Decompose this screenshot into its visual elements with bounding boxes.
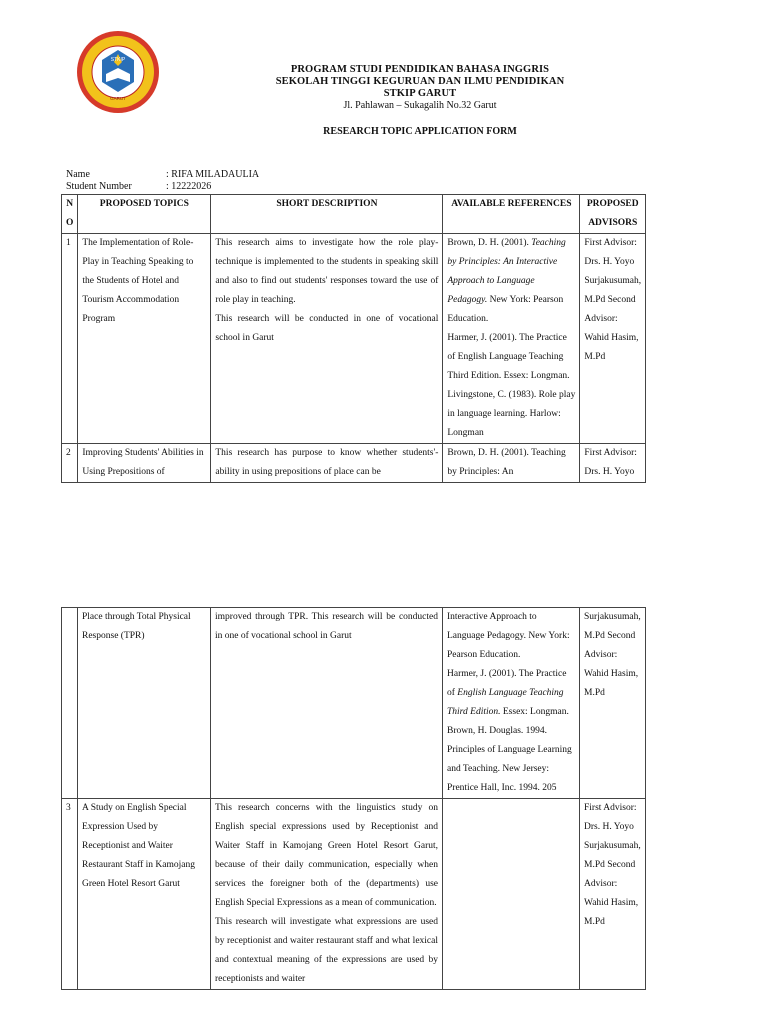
header-advisors: PROPOSED ADVISORS <box>580 195 646 234</box>
topic-cell: The Implementation of Role-Play in Teaching Speaking to the Students of Hotel and Tourism Accommodation Program <box>78 234 211 444</box>
topic-cell: Place through Total Physical Response (TPR) <box>78 608 211 799</box>
header-topics: PROPOSED TOPICS <box>78 195 211 234</box>
advisors-cell: Surjakusumah, M.Pd Second Advisor: Wahid Hasim, M.Pd <box>580 608 646 799</box>
advisors-cell: First Advisor: Drs. H. Yoyo Surjakusumah, M.Pd Second Advisor: Wahid Hasim, M.Pd <box>580 234 646 444</box>
program-name: PROGRAM STUDI PENDIDIKAN BAHASA INGGRIS <box>290 64 550 75</box>
description-cell: This research has purpose to know whether students'-ability in using prepositions of place can be <box>211 444 443 483</box>
header-description: SHORT DESCRIPTION <box>211 195 443 234</box>
reference-item: Brown, H. Douglas. 1994. Principles of Language Learning and Teaching. New Jersey: Prentice Hall, Inc. 1994. 205 <box>447 726 572 793</box>
reference-item: Livingstone, C. (1983). Role play in language learning. Harlow: Longman <box>447 390 576 438</box>
reference-item: Harmer, J. (2001). The Practice of English Language Teaching Third Edition. Essex: Longman. <box>447 333 570 381</box>
reference-item: Brown, D. H. (2001). Teaching by Principles: An Interactive Approach to Language Pedagogy. New York: Pearson Education. <box>447 238 566 324</box>
header-no: N O <box>62 195 78 234</box>
reference-item: Interactive Approach to Language Pedagogy. New York: Pearson Education. <box>447 612 570 660</box>
svg-text:STKIP: STKIP <box>110 57 126 63</box>
description-cell <box>211 234 443 444</box>
reference-item: Brown, D. H. (2001). Teaching by Principles: An <box>447 448 566 477</box>
topic-table-page2 <box>61 607 646 990</box>
row-number: 3 <box>62 799 78 990</box>
topic-cell: Improving Students' Abilities in Using Prepositions of <box>78 444 211 483</box>
description-cell <box>211 799 443 990</box>
advisors-cell: First Advisor: Drs. H. Yoyo Surjakusumah, M.Pd Second Advisor: Wahid Hasim, M.Pd <box>580 799 646 990</box>
reference-item: Harmer, J. (2001). The Practice of English Language Teaching Third Edition. Essex: Longman. <box>447 669 569 717</box>
topic-cell: A Study on English Special Expression Used by Receptionist and Waiter Restaurant Staff in Kamojang Green Hotel Resort Garut <box>78 799 211 990</box>
table-row <box>62 608 646 799</box>
stkip-logo-seal <box>76 30 160 114</box>
description-paragraph: This research will investigate what expressions are used by receptionist and waiter restaurant staff and what lexical and contextual meaning of the expressions are used by receptionists and waiter <box>215 917 438 984</box>
row-number: 2 <box>62 444 78 483</box>
school-name: SEKOLAH TINGGI KEGURUAN DAN ILMU PENDIDIKAN <box>275 76 565 87</box>
description-paragraph: This research will be conducted in one of vocational school in Garut <box>215 314 439 343</box>
table-header-row <box>62 195 646 234</box>
topic-table-page1 <box>61 194 646 483</box>
name-value: : RIFA MILADAULIA <box>166 169 260 180</box>
student-number-value: : 12222026 <box>166 181 212 192</box>
references-cell <box>443 444 580 483</box>
references-cell <box>443 799 580 990</box>
description-paragraph: This research aims to investigate how the role play-technique is implemented to the students in speaking skill and also to find out students' responses toward the use of role play in teaching. <box>215 238 439 305</box>
student-number-label: Student Number <box>66 181 132 192</box>
school-short-name: STKIP GARUT <box>383 88 457 99</box>
description-cell: improved through TPR. This research will be conducted in one of vocational school in Garut <box>211 608 443 799</box>
header-references: AVAILABLE REFERENCES <box>443 195 580 234</box>
svg-text:GARUT: GARUT <box>110 96 126 101</box>
row-number <box>62 608 78 799</box>
table-row <box>62 444 646 483</box>
advisors-cell: First Advisor: Drs. H. Yoyo <box>580 444 646 483</box>
student-info <box>66 169 259 193</box>
row-number: 1 <box>62 234 78 444</box>
name-label: Name <box>66 169 90 180</box>
table-row <box>62 799 646 990</box>
institution-header <box>200 64 640 112</box>
references-cell <box>443 234 580 444</box>
form-title: RESEARCH TOPIC APPLICATION FORM <box>323 126 517 137</box>
references-cell <box>443 608 580 799</box>
description-paragraph: This research concerns with the linguistics study on English special expressions used by Receptionist and Waiter Staff in Kamojang Green Hotel Resort Garut, because of their daily communication, especially when services the foreigner both of the (departments) use English Special Expressions as a mean of communication. <box>215 803 438 908</box>
table-row <box>62 234 646 444</box>
school-address: Jl. Pahlawan – Sukagalih No.32 Garut <box>343 100 497 111</box>
